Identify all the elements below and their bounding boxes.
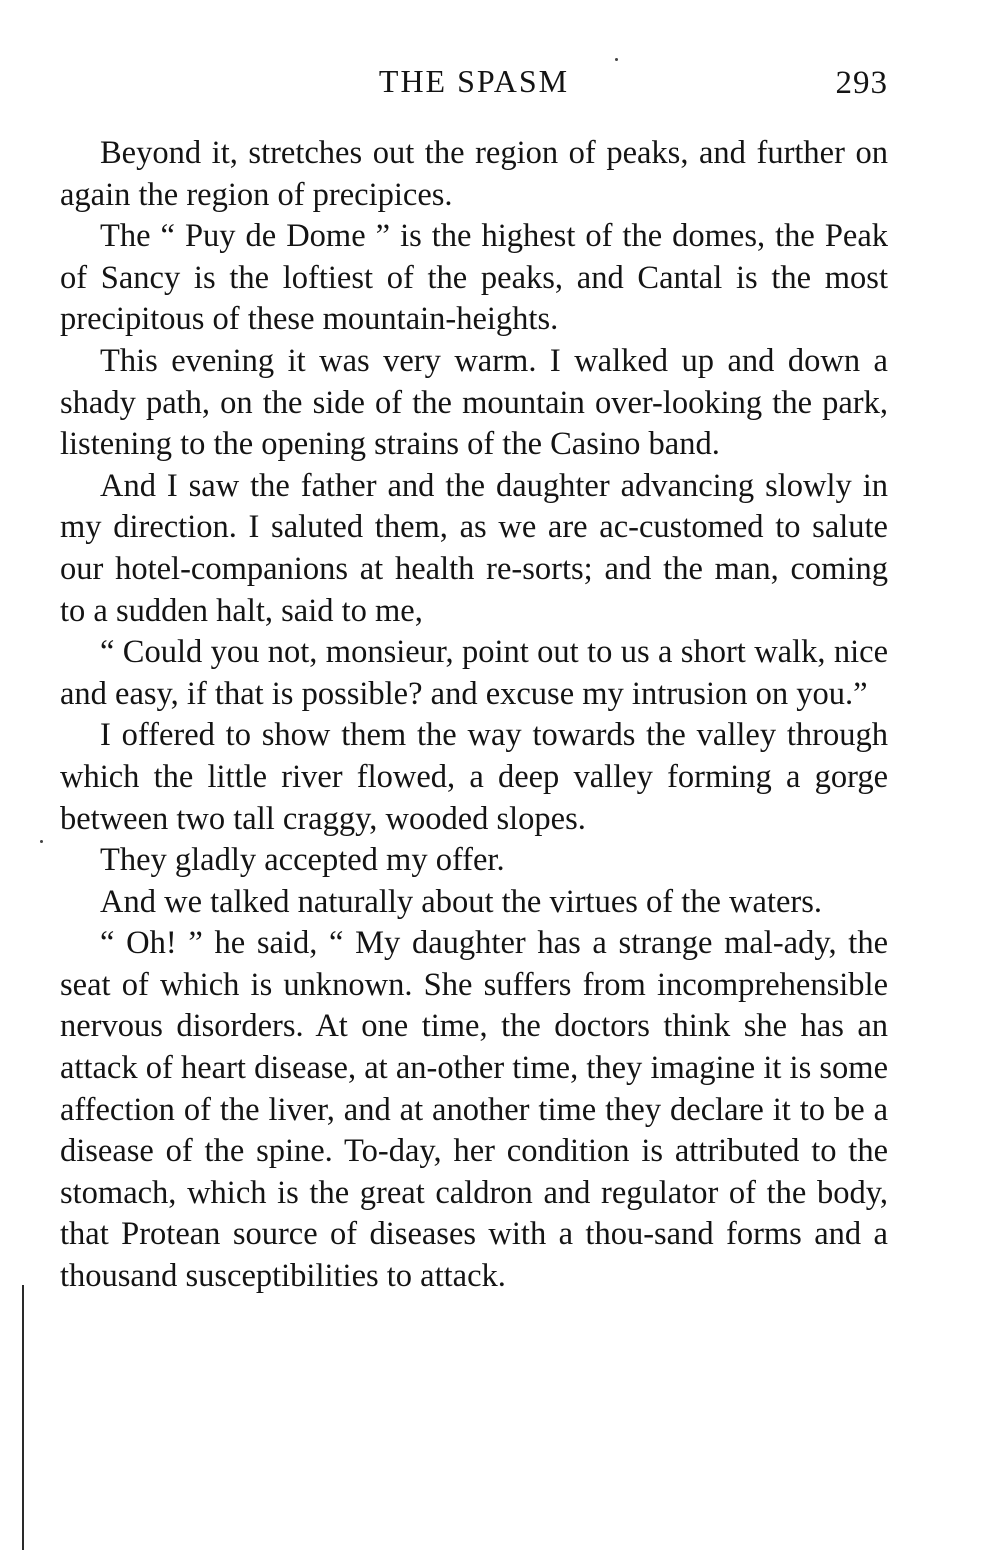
paragraph: “ Oh! ” he said, “ My daughter has a strange mal-ady, the seat of which is unknown. She suffers from incomprehensible nervous disorders. At one time, the doctors think she has an attack of heart disease, at an-other time, they imagine it is some affection of the liver, and at another time they declare it to be a disease of the spine. To-day, her condition is attributed to the stomach, which is the great caldron and regulator of the body, that Protean source of diseases with a thou-sand forms and a thousand susceptibilities to attack. — [60, 925, 888, 1295]
paragraph: “ Could you not, monsieur, point out to us a short walk, nice and easy, if that is possible? and excuse my intrusion on you.” — [60, 634, 888, 712]
paragraph: They gladly accepted my offer. — [100, 842, 505, 879]
body-text — [60, 133, 888, 1298]
scan-speck — [615, 58, 618, 61]
page-number: 293 — [835, 65, 888, 101]
margin-rule — [22, 1285, 24, 1550]
running-title: THE SPASM — [378, 63, 570, 99]
paragraph: The “ Puy de Dome ” is the highest of the domes, the Peak of Sancy is the loftiest of the peaks, and Cantal is the most precipitous of these mountain-heights. — [60, 218, 888, 338]
paragraph: I offered to show them the way towards the valley through which the little river flowed, a deep valley forming a gorge between two tall craggy, wooded slopes. — [60, 717, 888, 837]
scan-speck — [40, 840, 43, 843]
paragraph: Beyond it, stretches out the region of peaks, and further on again the region of precipices. — [60, 135, 888, 213]
paragraph: And we talked naturally about the virtues of the waters. — [100, 883, 822, 920]
paragraph: This evening it was very warm. I walked up and down a shady path, on the side of the mountain over-looking the park, listening to the opening strains of the Casino band. — [60, 342, 888, 463]
paragraph: And I saw the father and the daughter advancing slowly in my direction. I saluted them, as we are ac-customed to salute our hotel-companions at health re-sorts; and the man, coming to a sudden halt, said to me, — [60, 467, 888, 629]
